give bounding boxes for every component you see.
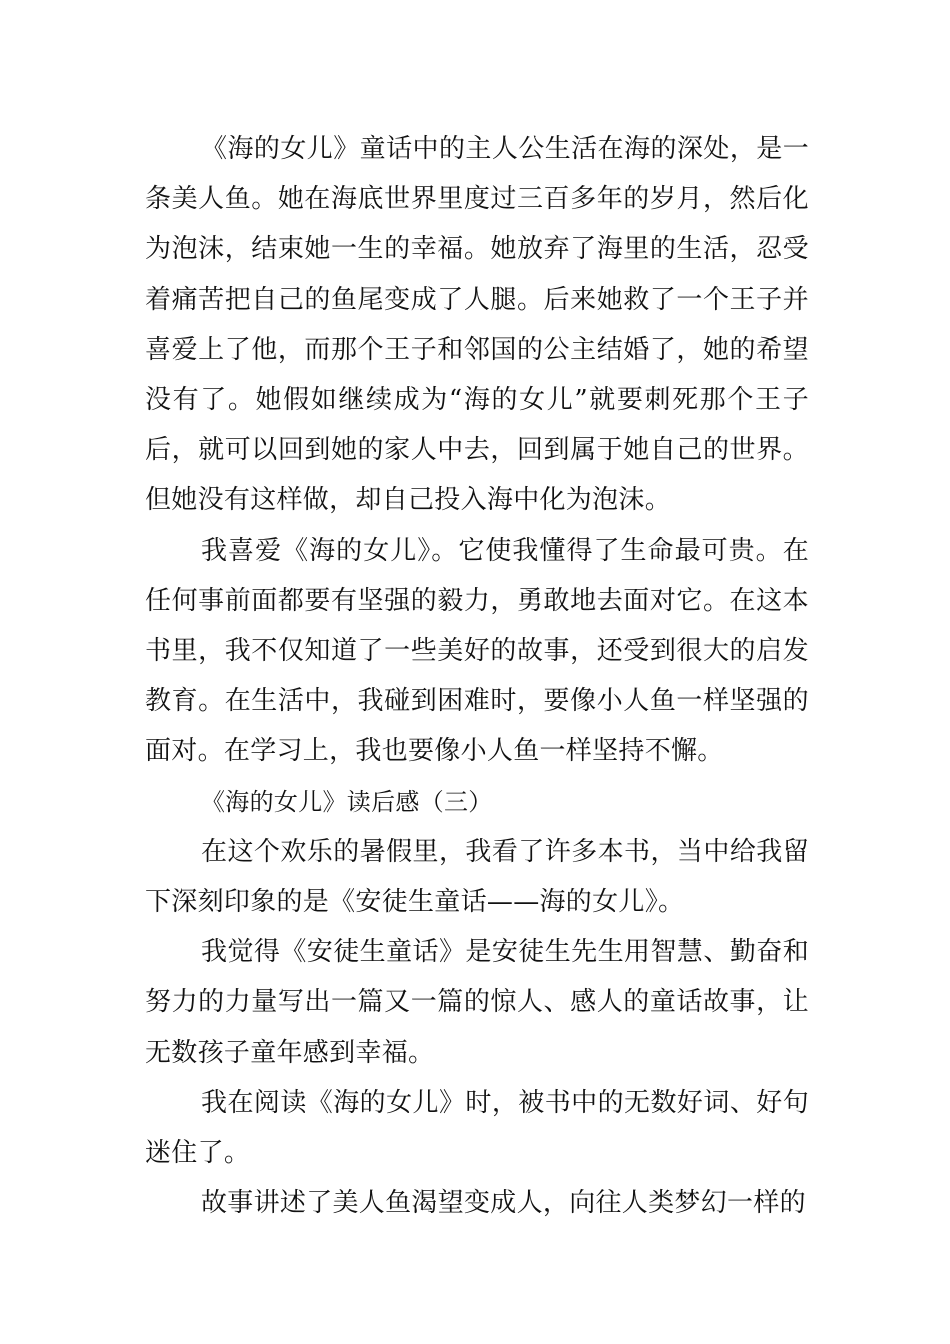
paragraph-good-words: 我在阅读《海的女儿》时，被书中的无数好词、好句迷住了。 bbox=[145, 1087, 809, 1169]
paragraph-andersen-praise: 我觉得《安徒生童话》是安徒生先生用智慧、勤奋和努力的力量写出一篇又一篇的惊人、感人的童话故事，让无数孩子童年感到幸福。 bbox=[145, 937, 809, 1068]
paragraph-story-start: 故事讲述了美人鱼渴望变成人，向往人类梦幻一样的 bbox=[201, 1188, 806, 1219]
section-title: 《海的女儿》读后感（三） bbox=[201, 787, 493, 816]
paragraph-reflection: 我喜爱《海的女儿》。它使我懂得了生命最可贵。在任何事前面都要有坚强的毅力，勇敢地去面对它。在这本书里，我不仅知道了一些美好的故事，还受到很大的启发教育。在生活中，我碰到困难时，要像小人鱼一样坚强的面对。在学习上，我也要像小人鱼一样坚持不懈。 bbox=[145, 535, 809, 767]
paragraph-summer-reading: 在这个欢乐的暑假里，我看了许多本书，当中给我留下深刻印象的是《安徒生童话——海的女儿》。 bbox=[145, 836, 809, 918]
paragraph-story-summary: 《海的女儿》童话中的主人公生活在海的深处，是一条美人鱼。她在海底世界里度过三百多年的岁月，然后化为泡沫，结束她一生的幸福。她放弃了海里的生活，忍受着痛苦把自己的鱼尾变成了人腿。后来她救了一个王子并喜爱上了他，而那个王子和邻国的公主结婚了，她的希望没有了。她假如继续成为“海的女儿”就要刺死那个王子后，就可以回到她的家人中去，回到属于她自己的世界。但她没有这样做，却自己投入海中化为泡沫。 bbox=[145, 134, 809, 516]
document-body bbox=[145, 124, 809, 1228]
